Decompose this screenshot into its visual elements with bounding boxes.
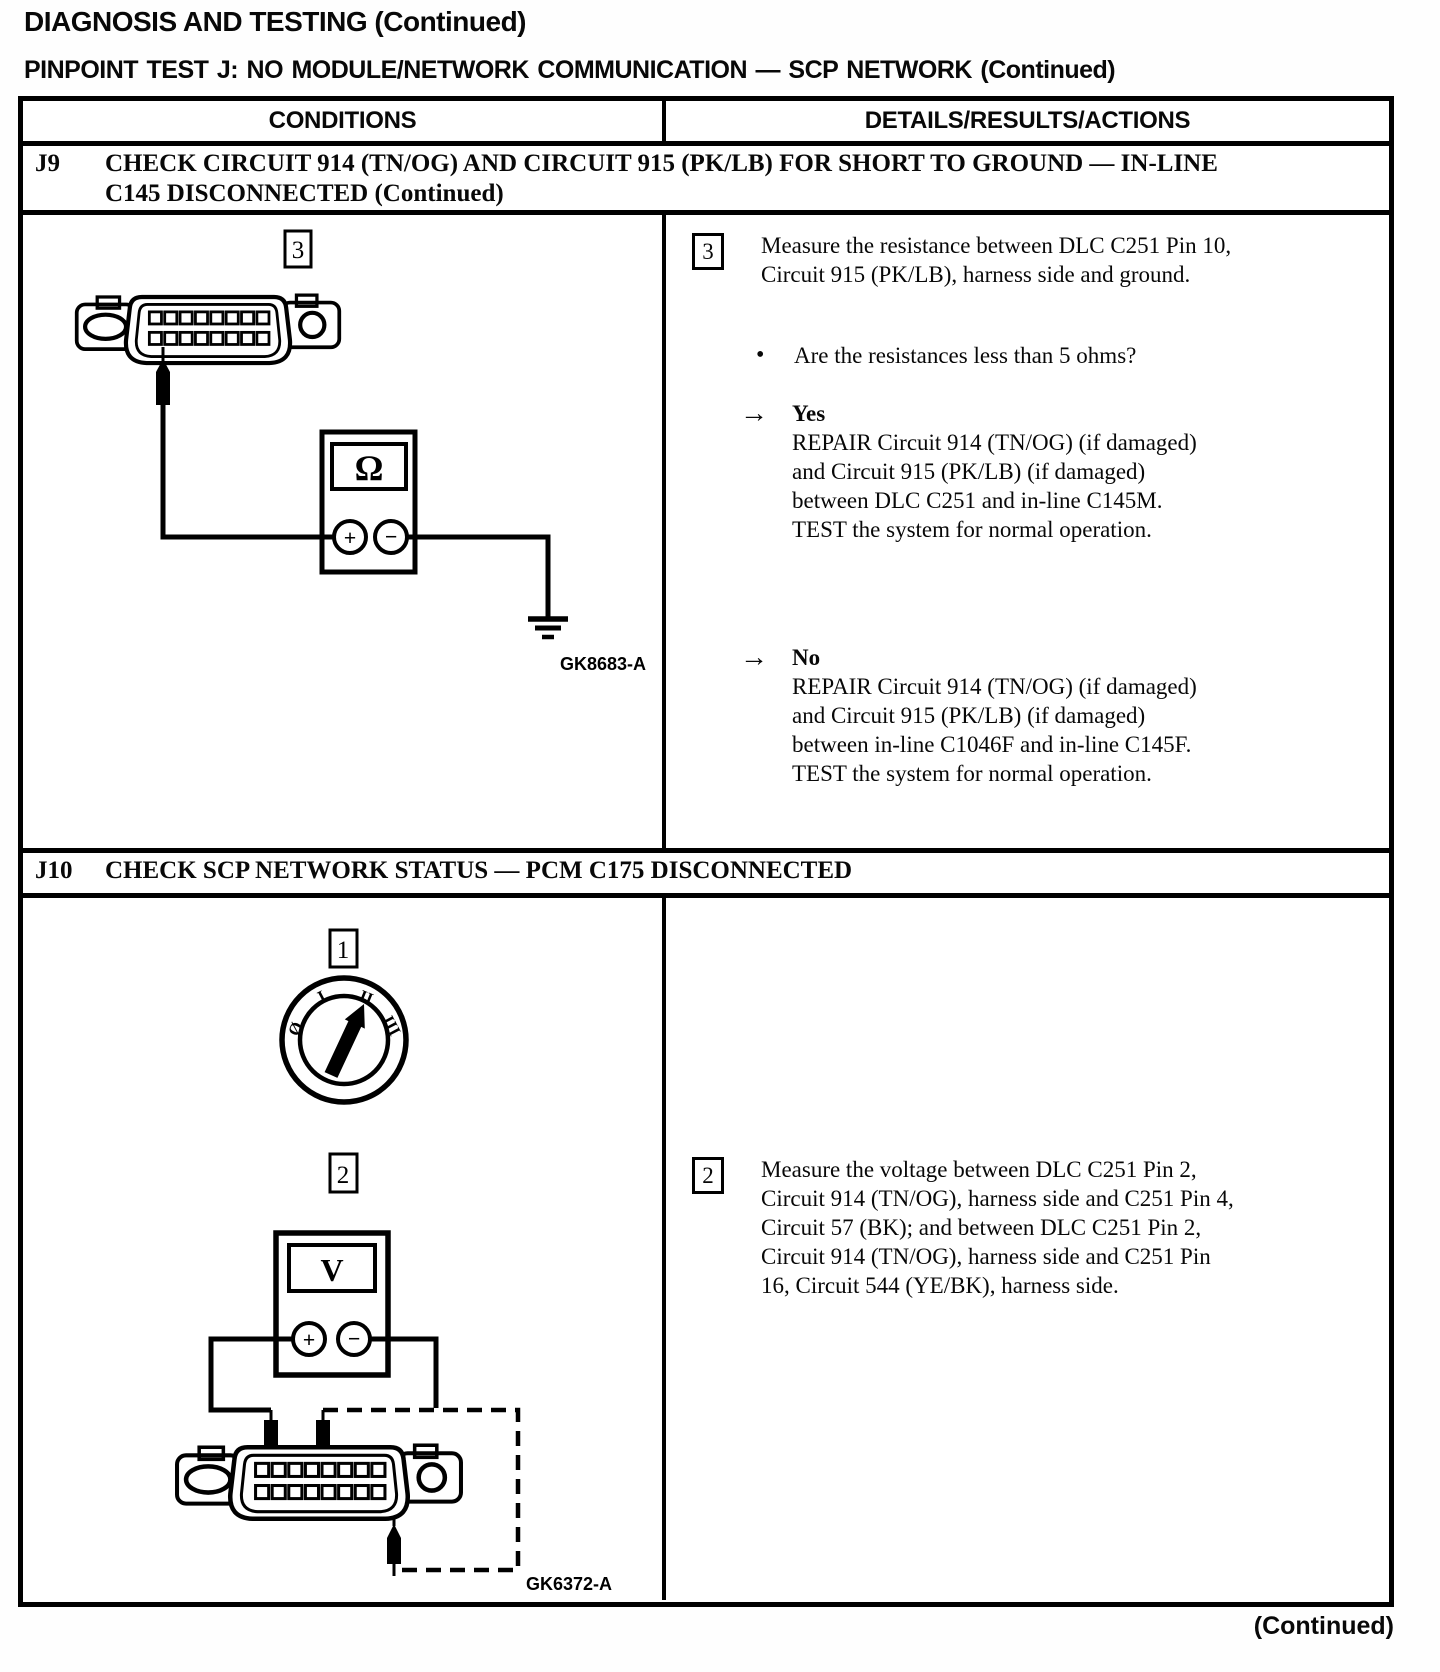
ignition-switch-icon xyxy=(282,978,406,1102)
yes-action-line: between DLC C251 and in-line C145M. xyxy=(792,488,1163,513)
ohmmeter-icon xyxy=(322,432,415,572)
j9-actions-cell xyxy=(666,215,1389,848)
j10-body-row xyxy=(23,898,1389,1600)
voltmeter-test-figure xyxy=(23,898,662,1600)
yes-result-block xyxy=(740,399,1197,544)
plus-terminal-label: + xyxy=(343,525,357,550)
j9-title-line-1: CHECK CIRCUIT 914 (TN/OG) AND CIRCUIT 915 (PK/LB) FOR SHORT TO GROUND — IN-LINE xyxy=(105,150,1218,177)
figure-step-number: 2 xyxy=(336,1162,350,1189)
ohm-symbol: Ω xyxy=(354,448,384,488)
step-2-instruction-line: Circuit 914 (TN/OG), harness side and C251 Pin xyxy=(761,1244,1211,1269)
j10-title-row xyxy=(23,853,1389,898)
figure-step-3-box xyxy=(285,231,311,267)
no-action-line: TEST the system for normal operation. xyxy=(792,761,1152,786)
key-position-1: I xyxy=(314,986,330,1007)
no-action-line: between in-line C1046F and in-line C145F. xyxy=(792,732,1192,757)
yes-action-line: TEST the system for normal operation. xyxy=(792,517,1152,542)
table-header-row xyxy=(23,101,1389,146)
conditions-column-header: CONDITIONS xyxy=(23,101,666,141)
j10-row-label: J10 xyxy=(35,857,73,884)
key-position-2: II xyxy=(356,986,376,1009)
voltmeter-icon xyxy=(276,1233,388,1375)
no-action-line: REPAIR Circuit 914 (TN/OG) (if damaged) xyxy=(792,674,1197,699)
pinpoint-test-table xyxy=(18,96,1394,1607)
figure-caption: GK6372-A xyxy=(525,1574,613,1594)
j10-title-text: CHECK SCP NETWORK STATUS — PCM C175 DISCONNECTED xyxy=(105,857,853,884)
dlc-connector-icon xyxy=(77,295,340,363)
key-position-0: Ø xyxy=(284,1019,307,1039)
bullet-icon: • xyxy=(756,342,765,368)
no-result-block xyxy=(740,643,1197,788)
minus-terminal-label: − xyxy=(347,1326,361,1351)
j10-actions-cell xyxy=(666,898,1389,1600)
figure-caption: GK8683-A xyxy=(559,654,647,674)
no-label: No xyxy=(792,645,821,670)
ground-lead-wire xyxy=(407,537,548,617)
j9-title-row xyxy=(23,146,1389,215)
step-3-instruction-line: Measure the resistance between DLC C251 Pin 10, xyxy=(761,233,1232,258)
yes-label: Yes xyxy=(792,401,826,426)
j9-body-row xyxy=(23,215,1389,853)
step-3-number: 3 xyxy=(702,238,714,264)
continued-footer: (Continued) xyxy=(1253,1612,1394,1640)
figure-step-1-box xyxy=(330,930,357,967)
page-subtitle: PINPOINT TEST J: NO MODULE/NETWORK COMMUNICATION — SCP NETWORK (Continued) xyxy=(24,56,1116,84)
step-2-instruction-line: Circuit 914 (TN/OG), harness side and C251 Pin 4, xyxy=(761,1186,1234,1211)
ground-icon xyxy=(528,619,568,637)
dlc-connector-icon xyxy=(177,1445,461,1519)
step-2-number-box xyxy=(692,1157,724,1194)
key-arrow-icon xyxy=(325,1004,365,1078)
result-arrow-icon: → xyxy=(740,642,766,673)
j9-title-line-2: C145 DISCONNECTED (Continued) xyxy=(105,180,504,207)
j9-row-label: J9 xyxy=(35,150,60,177)
minus-terminal-label: − xyxy=(384,524,398,549)
ohmmeter-test-figure xyxy=(23,215,662,848)
step-2-number: 2 xyxy=(702,1162,714,1188)
test-probe-icon xyxy=(387,1516,401,1576)
step-3-number-box xyxy=(692,233,724,270)
step-3-row xyxy=(692,231,1231,289)
figure-step-number: 3 xyxy=(291,237,305,264)
page-title: DIAGNOSIS AND TESTING (Continued) xyxy=(24,6,526,37)
step-2-instruction-line: Measure the voltage between DLC C251 Pin 2, xyxy=(761,1157,1197,1182)
volt-symbol: V xyxy=(320,1252,344,1288)
figure-step-number: 1 xyxy=(336,937,350,964)
yes-action-line: REPAIR Circuit 914 (TN/OG) (if damaged) xyxy=(792,430,1197,455)
result-arrow-icon: → xyxy=(740,398,766,429)
j9-figure-cell xyxy=(23,215,666,848)
yes-action-line: and Circuit 915 (PK/LB) (if damaged) xyxy=(792,459,1146,484)
test-lead-wire xyxy=(163,405,334,537)
question-row xyxy=(756,341,1136,370)
plus-terminal-label: + xyxy=(302,1327,316,1352)
step-3-instruction-line: Circuit 915 (PK/LB), harness side and ground. xyxy=(761,262,1191,287)
figure-step-2-box xyxy=(330,1154,357,1192)
step-2-instruction-line: 16, Circuit 544 (YE/BK), harness side. xyxy=(761,1273,1119,1298)
step-2-row xyxy=(692,1155,1234,1300)
j10-figure-cell xyxy=(23,898,666,1600)
key-position-3: III xyxy=(378,1012,405,1039)
question-text: Are the resistances less than 5 ohms? xyxy=(794,343,1137,368)
no-action-line: and Circuit 915 (PK/LB) (if damaged) xyxy=(792,703,1146,728)
details-column-header: DETAILS/RESULTS/ACTIONS xyxy=(864,107,1191,134)
step-2-instruction-line: Circuit 57 (BK); and between DLC C251 Pin 2, xyxy=(761,1215,1202,1240)
